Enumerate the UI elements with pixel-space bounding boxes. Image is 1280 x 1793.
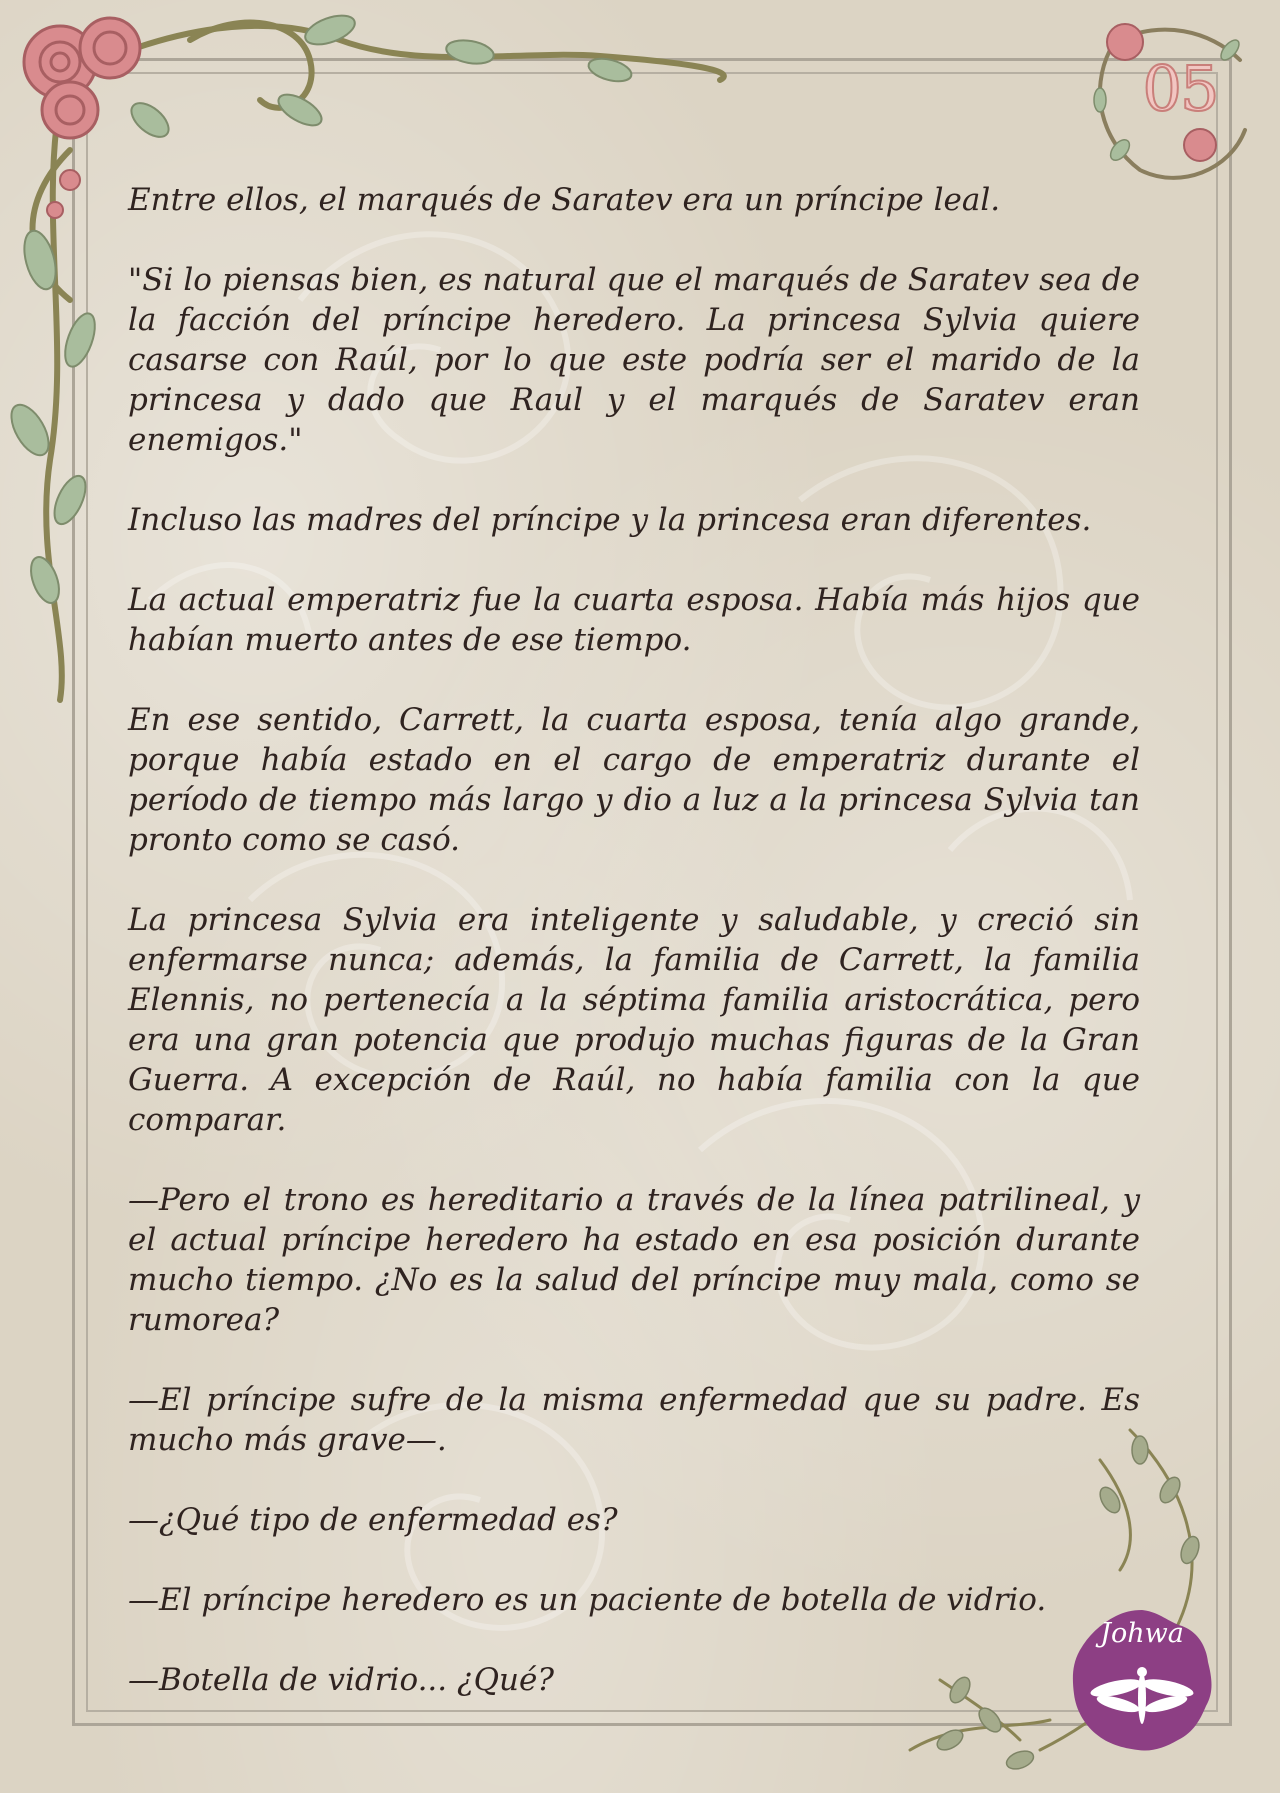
paragraph: —Botella de vidrio... ¿Qué? (128, 1662, 554, 1698)
paragraph: —El príncipe sufre de la misma enfermedad que su padre. Es mucho más grave—. (128, 1382, 1140, 1458)
paragraph: —Pero el trono es hereditario a través de la línea patrilineal, y el actual príncipe heredero ha estado en esa posición durante mucho tiempo. ¿No es la salud del príncipe muy mala, como se rumorea? (128, 1182, 1140, 1338)
page-number: 05 (1142, 52, 1218, 125)
text-body (128, 180, 1140, 1740)
paragraph: La actual emperatriz fue la cuarta esposa. Había más hijos que habían muerto antes de ese tiempo. (128, 582, 1140, 658)
paragraph: —¿Qué tipo de enfermedad es? (128, 1502, 618, 1538)
paragraph: —El príncipe heredero es un paciente de botella de vidrio. (128, 1582, 1047, 1618)
paragraph: La princesa Sylvia era inteligente y saludable, y creció sin enfermarse nunca; además, la familia de Carrett, la familia Elennis, no pertenecía a la séptima familia aristocrática, pero era una gran potencia que produjo muchas figuras de la Gran Guerra. A excepción de Raúl, no había familia con la que comparar. (128, 902, 1140, 1138)
logo-text: Johwa (1100, 1618, 1184, 1649)
paragraph: Incluso las madres del príncipe y la princesa eran diferentes. (128, 502, 1092, 538)
paragraph: En ese sentido, Carrett, la cuarta esposa, tenía algo grande, porque había estado en el cargo de emperatriz durante el período de tiempo más largo y dio a luz a la princesa Sylvia tan pronto como se casó. (128, 702, 1140, 858)
paragraph: Entre ellos, el marqués de Saratev era un príncipe leal. (128, 182, 1001, 218)
paragraph: "Si lo piensas bien, es natural que el marqués de Saratev sea de la facción del príncipe heredero. La princesa Sylvia quiere casarse con Raúl, por lo que este podría ser el marido de la princesa y dado que Raul y el marqués de Saratev eran enemigos." (128, 262, 1140, 458)
